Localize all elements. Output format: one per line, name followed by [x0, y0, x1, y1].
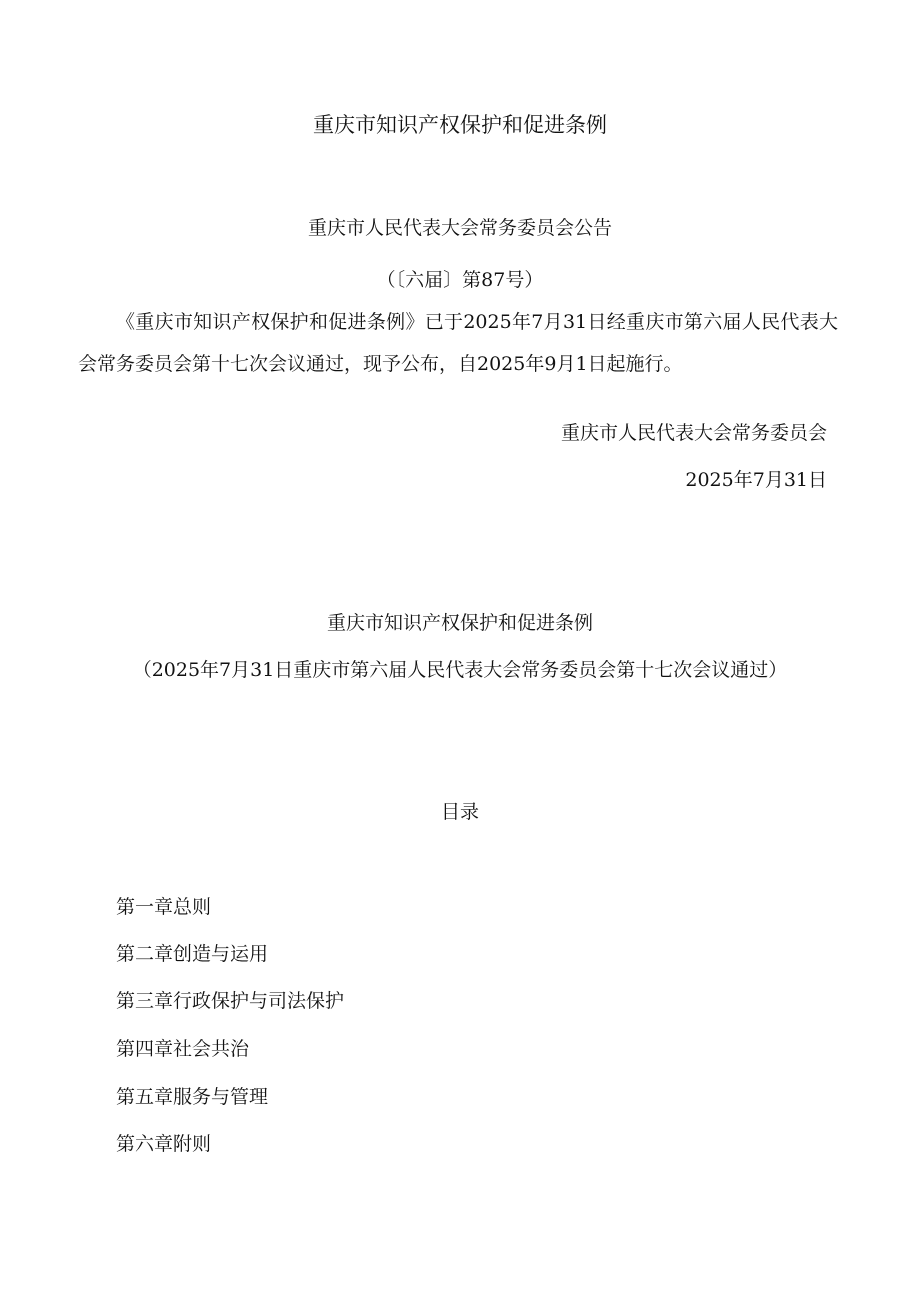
toc-item: 第四章社会共治: [116, 1038, 250, 1060]
page-title: 重庆市知识产权保护和促进条例: [313, 113, 607, 137]
toc-item: 第三章行政保护与司法保护: [116, 990, 345, 1012]
announcement-body: 《重庆市知识产权保护和促进条例》已于2025年7月31日经重庆市第六届人民代表大会常务委员会第十七次会议通过，现予公布，自2025年9月1日起施行。: [78, 311, 838, 375]
toc-item: 第一章总则: [116, 896, 212, 918]
toc-heading: 目录: [440, 801, 479, 823]
announcement-signature: 重庆市人民代表大会常务委员会: [560, 422, 827, 444]
regulation-title: 重庆市知识产权保护和促进条例: [326, 612, 593, 634]
toc-item: 第二章创造与运用: [116, 943, 269, 965]
toc-item: 第六章附则: [116, 1133, 212, 1155]
announcement-date: 2025年7月31日: [685, 469, 827, 491]
regulation-adoption-note: （2025年7月31日重庆市第六届人民代表大会常务委员会第十七次会议通过）: [132, 659, 788, 681]
toc-item: 第五章服务与管理: [116, 1086, 269, 1108]
announcement-number: （〔六届〕第87号）: [376, 269, 544, 291]
announcement-issuer: 重庆市人民代表大会常务委员会公告: [307, 217, 612, 239]
